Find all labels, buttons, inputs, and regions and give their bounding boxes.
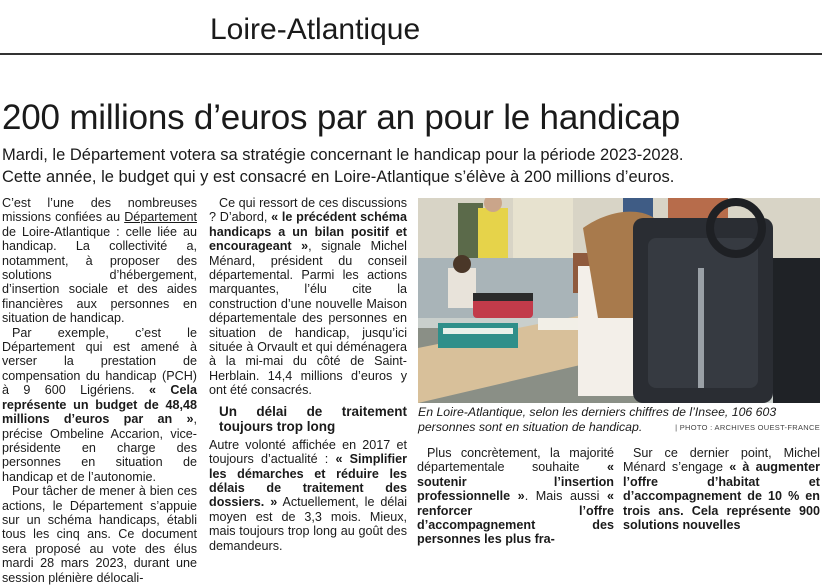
text: Plus concrètement, la majorité départementale souhaite	[417, 446, 614, 475]
quote: « Cela représente un budget de 48,48 millions d’euros par an »	[2, 383, 198, 427]
paragraph	[209, 438, 407, 553]
paragraph: Pour tâcher de mener à bien ces actions, le Département s’appuie sur un schéma handicaps, établi tous les cinq ans. Ce document sera proposé au vote des élus mardi 28 mars 2023, durant une session plénière délocali-	[2, 484, 197, 585]
photo-credit: | PHOTO : ARCHIVES OUEST-FRANCE	[675, 423, 820, 432]
section-rule	[0, 53, 822, 55]
departement-link[interactable]: Département	[124, 210, 197, 225]
photo-caption: En Loire-Atlantique, selon les derniers chiffres de l’Insee, 106 603 personnes sont en situation de handicap.	[418, 405, 777, 434]
paragraph	[2, 196, 197, 326]
article-photo	[418, 198, 820, 403]
paragraph	[209, 196, 407, 398]
quote: « renforcer l’offre d’accompagnement des personnes les plus fra-	[417, 489, 614, 547]
lead-line-2: Cette année, le budget qui y est consacré en Loire-Atlantique s’élève à 200 millions d’euros.	[2, 168, 675, 186]
text: de Loire-Atlantique : celle liée au handicap. La collectivité a, notamment, à proposer des solutions d’hébergement, d’insertion sociale et des aides financières aux personnes en situation de handicap.	[2, 224, 197, 326]
text: Par exemple, c’est le Département qui est amené à verser la prestation de compensation du handicap (PCH) à 9 600 Ligériens.	[2, 325, 197, 398]
text: , signale Michel Ménard, président du conseil départemental. Parmi les actions marquantes, l’élu cite la construction d’une nouvelle Maison départementale des personnes en situation de handicap, jusqu’ici située à Orvault et qui déménagera à la mi-mai du côté de Saint-Herblain. 14,4 millions d’euros y ont été consacrés.	[209, 239, 407, 398]
text: Ce qui ressort de ces discussions ? D’abord,	[209, 196, 407, 225]
article-title: 200 millions d’euros par an pour le handicap	[2, 98, 681, 137]
text: . Mais aussi	[524, 489, 607, 504]
section-heading: Loire-Atlantique	[210, 13, 421, 46]
subheading: Un délai de traitement toujours trop long	[219, 403, 407, 434]
quote: « Simplifier les démarches et réduire les délais de traitement des dossiers. »	[209, 452, 408, 510]
text: , précise Ombeline Accarion, vice-présidente en charge des personnes en situation de handicap et de l’autonomie.	[2, 412, 197, 484]
column-1	[2, 196, 197, 585]
text: Autre volonté affichée en 2017 et toujours d’actualité :	[209, 437, 407, 467]
text: Actuellement, le délai moyen est de 3,3 mois. Mieux, mais toujours trop long au goût des demandeurs.	[209, 495, 408, 553]
classroom-photo-illustration	[418, 198, 820, 403]
article-lead	[2, 144, 832, 188]
lead-line-1: Mardi, le Département votera sa stratégie concernant le handicap pour la période 2023-2028.	[2, 146, 684, 164]
column-4	[623, 446, 820, 532]
quote: « à augmenter l’offre d’habitat et d’accompagnement de 10 % en trois ans. Cela représente 900 solutions nouvelles	[623, 460, 820, 533]
text: C’est l’une des nombreuses missions confiées au	[2, 196, 197, 225]
paragraph	[417, 446, 614, 547]
quote: « soutenir l’insertion professionnelle »	[417, 460, 614, 504]
column-3	[417, 446, 614, 547]
paragraph	[623, 446, 820, 532]
quote: « le précédent schéma handicaps a un bilan positif et encourageant »	[209, 210, 407, 254]
column-2	[209, 196, 407, 553]
paragraph	[2, 326, 197, 484]
text: Sur ce dernier point, Michel Ménard s’engage	[623, 446, 820, 475]
